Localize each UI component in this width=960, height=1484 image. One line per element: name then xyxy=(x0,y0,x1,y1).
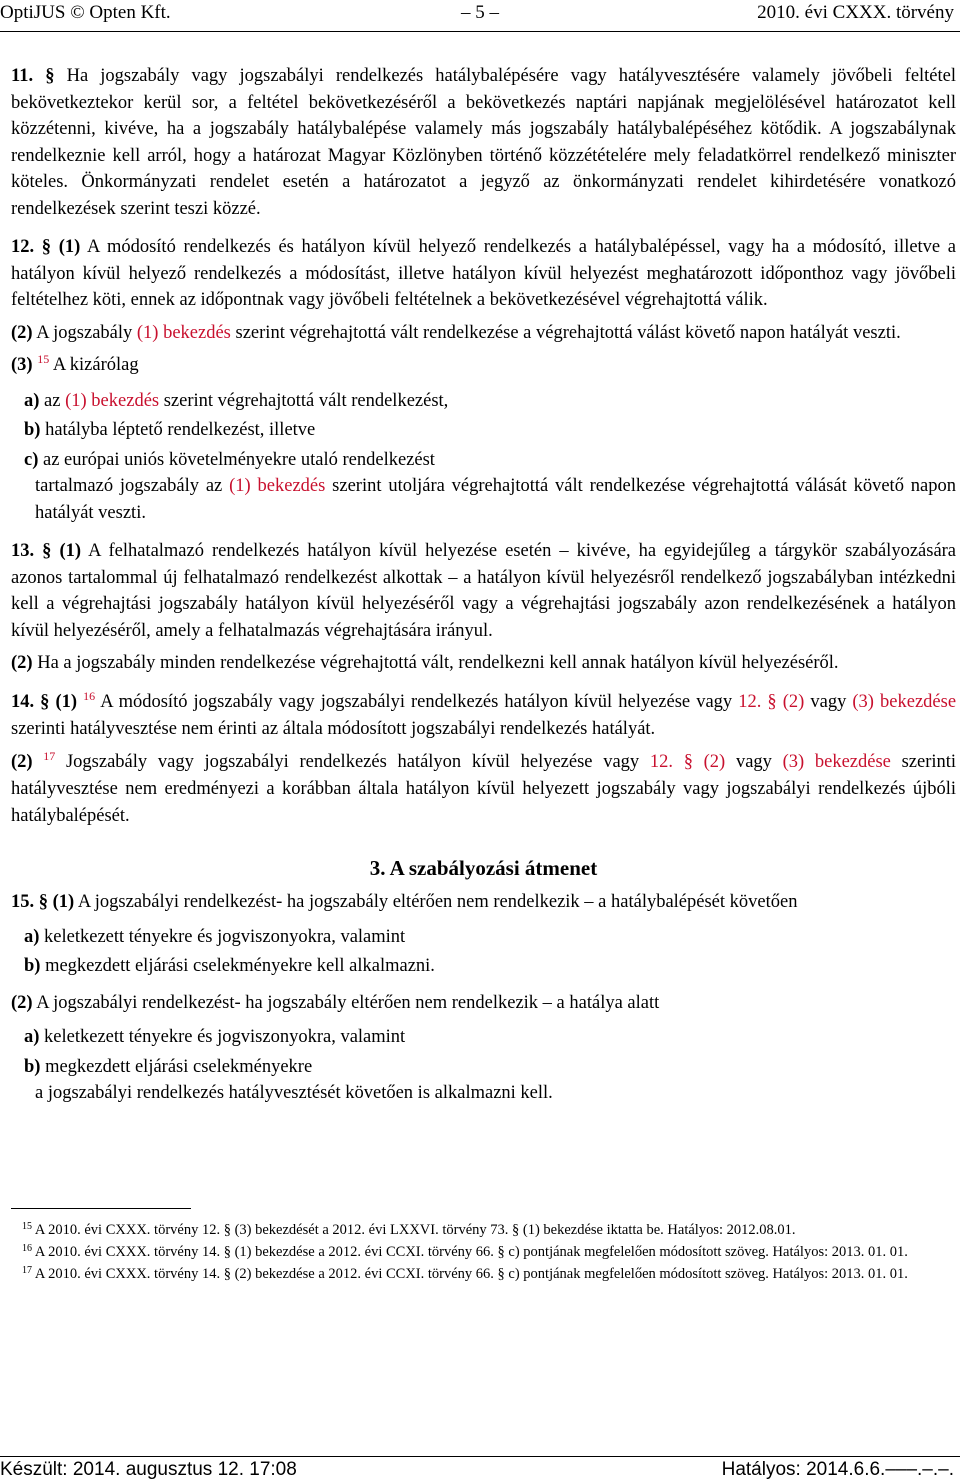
footnote-rule xyxy=(11,1208,191,1209)
cross-reference-link[interactable]: (1) bekezdés xyxy=(136,322,231,343)
section-14-para-2 xyxy=(11,749,956,830)
section-number: 13. § xyxy=(11,541,52,561)
item-text: keletkezett tényekre és jogviszonyokra, valamint xyxy=(44,926,406,947)
list-item xyxy=(24,953,956,980)
paragraph-label: (1) xyxy=(59,541,82,561)
footnotes xyxy=(0,1220,956,1286)
paragraph-text: szerint utoljára végrehajtottá vált rendelkezése végrehajtottá válását követő napon hatályát veszti. xyxy=(35,476,956,523)
footer-rule xyxy=(0,1456,960,1457)
footnote-ref[interactable]: 16 xyxy=(83,688,96,703)
section-13-para-1 xyxy=(11,538,956,644)
paragraph-text: szerinti hatályvesztése nem érinti az általa módosított jogszabályi rendelkezés hatályát. xyxy=(11,719,656,739)
item-label: a) xyxy=(24,926,40,947)
section-13-para-2 xyxy=(11,650,956,677)
section-12-para-2 xyxy=(11,320,956,347)
item-text: az xyxy=(44,390,61,411)
section-11 xyxy=(11,63,956,222)
header-rule xyxy=(0,31,960,32)
item-text: az európai uniós követelményekre utaló rendelkezést xyxy=(43,449,435,470)
footnote xyxy=(0,1220,956,1242)
cross-reference-link[interactable]: (3) bekezdése xyxy=(852,691,957,712)
paragraph-label: (2) xyxy=(11,992,33,1013)
footnote-number: 16 xyxy=(22,1243,32,1254)
header-publisher: OptiJUS © Opten Kft. xyxy=(0,2,171,23)
footnote-ref[interactable]: 15 xyxy=(37,352,50,366)
list-item xyxy=(24,924,956,951)
paragraph-text: A módosító jogszabály vagy jogszabályi rendelkezés hatályon kívül helyezése vagy xyxy=(100,691,733,712)
section-15-para-2 xyxy=(11,990,956,1017)
footnote-text: A 2010. évi CXXX. törvény 12. § (3) bekezdését a 2012. évi LXXVI. törvény 73. § (1) bekezdése iktatta be. Hatályos: 2012.08.01. xyxy=(34,1222,796,1238)
footer-created: Készült: 2014. augusztus 12. 17:08 xyxy=(0,1459,297,1480)
paragraph-label: (1) xyxy=(55,691,78,712)
item-text: szerint végrehajtottá vált rendelkezést, xyxy=(163,390,449,411)
paragraph-text: A jogszabályi rendelkezést- ha jogszabály eltérően nem rendelkezik – a hatálya alatt xyxy=(36,992,660,1013)
list-item xyxy=(24,1024,956,1051)
section-14-para-1 xyxy=(11,689,956,743)
paragraph-text: Jogszabály vagy jogszabályi rendelkezés hatályon kívül helyezése vagy xyxy=(65,751,640,772)
paragraph-label: (1) xyxy=(52,892,75,912)
footnote-number: 17 xyxy=(22,1265,32,1276)
paragraph-text: Ha a jogszabály minden rendelkezése végrehajtottá vált, rendelkezni kell annak hatályon kívül helyezéséről. xyxy=(37,653,839,673)
cross-reference-link[interactable]: 12. § (2) xyxy=(738,691,805,712)
paragraph-text: vagy xyxy=(735,751,772,772)
paragraph-text: A módosító rendelkezés és hatályon kívül helyező rendelkezés a hatálybalépéssel, vagy ha a módosító, illetve a hatályon kívül helyező rendelkezés a módosítást, illetve hatályon kívül helyezést meghatározott időponthoz vagy jövőbeli feltételhez köti, ennek az időpontnak vagy jövőbeli feltételnek a bekövetkezésével végrehajtottá válik. xyxy=(11,237,957,310)
section-12-para-1 xyxy=(11,234,956,314)
cross-reference-link[interactable]: (1) bekezdés xyxy=(65,390,160,411)
item-label: b) xyxy=(24,420,41,440)
header-law-title: 2010. évi CXXX. törvény xyxy=(757,2,954,23)
page-header xyxy=(0,0,960,26)
footnote-text: A 2010. évi CXXX. törvény 14. § (2) bekezdése a 2012. évi CCXI. törvény 66. § c) pontjának megfelelően módosított szöveg. Hatályos: 2013. 01. 01. xyxy=(34,1266,908,1282)
paragraph-label: (2) xyxy=(11,322,33,343)
list-item xyxy=(24,417,956,444)
item-text: megkezdett eljárási cselekményekre kell alkalmazni. xyxy=(45,956,435,976)
paragraph-text: vagy xyxy=(810,691,847,712)
continuation-text: a jogszabályi rendelkezés hatályvesztését követően is alkalmazni kell. xyxy=(35,1083,553,1103)
paragraph-label: (3) xyxy=(11,355,33,375)
footnote-ref[interactable]: 17 xyxy=(43,748,56,763)
footnote-number: 15 xyxy=(22,1221,32,1232)
footnote xyxy=(0,1264,956,1286)
paragraph-label: (2) xyxy=(11,751,33,772)
footnote-text: A 2010. évi CXXX. törvény 14. § (1) bekezdése a 2012. évi CCXI. törvény 66. § c) pontjának megfelelően módosított szöveg. Hatályos: 2013. 01. 01. xyxy=(34,1244,908,1260)
item-label: c) xyxy=(24,449,39,470)
paragraph-text: tartalmazó jogszabály az xyxy=(35,476,223,496)
section-12-para-3 xyxy=(11,352,956,380)
paragraph-text: A kizárólag xyxy=(52,355,139,375)
list-item xyxy=(24,447,956,474)
page-footer xyxy=(0,1459,960,1481)
item-label: b) xyxy=(24,956,41,976)
paragraph-label: (1) xyxy=(58,237,81,257)
section-15-para-1 xyxy=(11,889,956,916)
paragraph-text: szerint végrehajtottá vált rendelkezése a végrehajtottá válást követő napon hatályát veszti. xyxy=(235,322,901,343)
section-heading: 3. A szabályozási átmenet xyxy=(369,856,598,880)
list-item xyxy=(24,388,956,415)
document-body xyxy=(11,63,956,1107)
paragraph-text: A jogszabályi rendelkezést- ha jogszabály eltérően nem rendelkezik – a hatálybalépését követően xyxy=(77,892,798,912)
item-text: hatályba léptető rendelkezést, illetve xyxy=(45,420,316,440)
section-text: Ha jogszabály vagy jogszabályi rendelkezés hatálybalépésére vagy hatályvesztésére valamely jövőbeli feltétel bekövetkeztekor kerül sor, a feltétel bekövetkezéséről a bekövetkezés naptári napjának megjelölésével határozatot kell közzétenni, kivéve, ha a jogszabály hatálybalépése valamely más jogszabály hatálybalépéséhez kötődik. A jogszabálynak rendelkeznie kell arról, hogy a határozat Magyar Közlönyben történő közzétételére mely feladatkörrel rendelkező miniszter köteles. Önkormányzati rendelet esetén a határozatot a jegyző az önkormányzati rendelet kihirdetésére vonatkozó rendelkezések szerint teszi közzé. xyxy=(11,66,957,219)
section-number: 12. § xyxy=(11,237,52,257)
header-page-number: – 5 – xyxy=(461,2,499,23)
item-label: a) xyxy=(24,390,40,411)
section-number: 11. § xyxy=(11,66,55,86)
item-label: b) xyxy=(24,1056,41,1077)
cross-reference-link[interactable]: (3) bekezdése xyxy=(782,751,891,772)
section-number: 14. § xyxy=(11,691,50,712)
item-label: a) xyxy=(24,1027,40,1047)
section-number: 15. § xyxy=(11,892,48,912)
footer-effective: Hatályos: 2014.6.6.–––.–.–. xyxy=(721,1459,954,1480)
paragraph-text: A jogszabály xyxy=(36,322,133,343)
footnote xyxy=(0,1242,956,1264)
item-text: megkezdett eljárási cselekményekre xyxy=(45,1056,313,1077)
continuation-text xyxy=(35,473,956,526)
item-text: keletkezett tényekre és jogviszonyokra, valamint xyxy=(44,1027,406,1047)
paragraph-text: A felhatalmazó rendelkezés hatályon kívül helyezése esetén – kivéve, ha egyidejűleg a tárgykör szabályozására azonos tartalommal új felhatalmazó rendelkezést alkottak – a hatályon kívül helyezésről rendelkező jogszabályban intézkedni kell a végrehajtási jogszabály hatályon kívül helyezéséről vagy a végrehajtási jogszabály azon rendelkezésének a hatályon kívül helyezéséről, amely a felhatalmazás végrehajtására irányul. xyxy=(11,541,957,641)
cross-reference-link[interactable]: (1) bekezdés xyxy=(229,476,326,496)
paragraph-label: (2) xyxy=(11,653,33,673)
cross-reference-link[interactable]: 12. § (2) xyxy=(649,751,726,772)
paragraph-text: szerinti hatályvesztése nem eredményezi a korábban általa hatályon kívül helyezett jogszabály vagy jogszabályi rendelkezés újbóli hatálybalépését. xyxy=(11,751,957,826)
list-item xyxy=(24,1054,956,1081)
